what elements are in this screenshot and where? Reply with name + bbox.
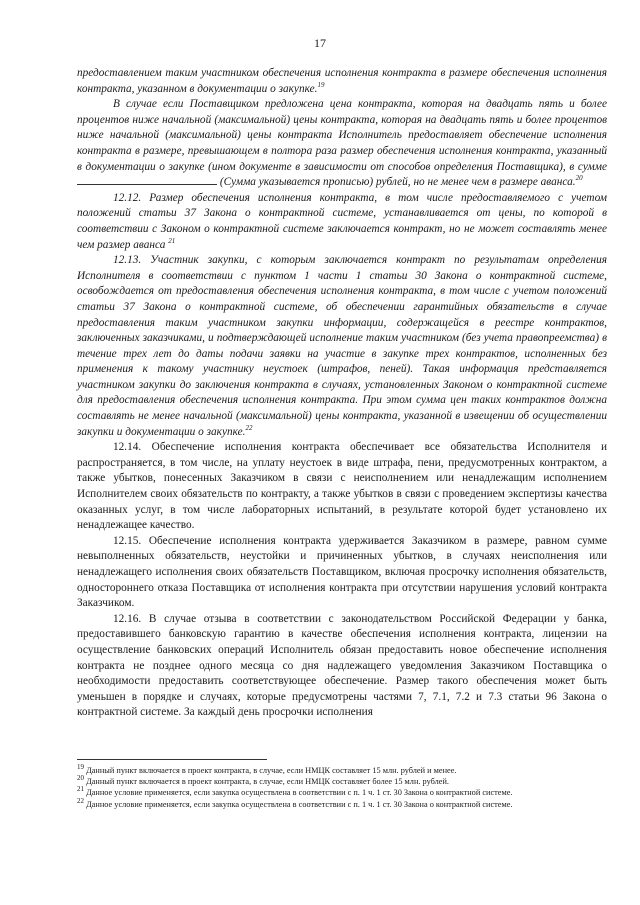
footnote-text: Данное условие применяется, если закупка осуществлена в соответствии с п. 1 ч. 1 ст. 30 Закона о контрактной системе. (86, 788, 513, 798)
footnote-divider (77, 759, 267, 760)
amount-blank-line (77, 184, 217, 185)
footnote-ref: 19 (317, 80, 325, 89)
footnote-ref: 21 (168, 236, 176, 245)
paragraph-text: 12.13. Участник закупки, с которым заключается контракт по результатам определения Исполнителя в соответствии с пунктом 1 части 1 статьи 30 Закона о контрактной системе, освобождается от предоставления обеспечения исполнения контракта, в том числе с учетом положений статьи 37 Закона о контрактной системе, об обеспечении гарантийных обязательств в случае предоставления таким участником закупки информации, содержащейся в реестре контрактов, заключенных заказчиками, и подтверждающей исполнение таким участником (без учета правопреемства) в течение трех лет до даты подачи заявки на участие в закупке трех контрактов, исполненных без применения к такому участнику неустоек (штрафов, пеней). Такая информация представляется участником закупки до заключения контракта в случаях, установленных Законом о контрактной системе для предоставления обеспечения исполнения контракта. При этом сумма цен таких контрактов должна составлять не менее начальной (максимальной) цены контракта, указанной в извещении об осуществлении закупки и документации о закупке. (77, 254, 607, 438)
footnote-item (77, 787, 607, 798)
footnote-item (77, 796, 607, 810)
paragraph-price-reduction (77, 97, 607, 191)
document-body (77, 66, 607, 721)
paragraph-text: предоставлением таким участником обеспечения исполнения контракта в размере обеспечения исполнения контракта, указанном в документации о закупке. (77, 67, 607, 95)
footnote-item (77, 765, 607, 776)
footnote-number: 19 (77, 763, 84, 772)
footnote-ref: 20 (575, 174, 583, 183)
clause-12-14: 12.14. Обеспечение исполнения контракта обеспечивает все обязательства Исполнителя и распространяется, в том числе, на уплату неустоек в виде штрафа, пени, предусмотренных контрактом, а также убытков, понесенных Заказчиком в связи с неисполнением или ненадлежащим исполнением Исполнителем своих обязательств по контракту, а также убытков в связи с проведением экспертизы качества оказанных услуг, в том числе лабораторных испытаний, в результате которой будет установлено их ненадлежащее качество. (77, 441, 607, 532)
clause-12-15: 12.15. Обеспечение исполнения контракта удерживается Заказчиком в размере, равном сумме невыполненных обязательств, неустойки и причиненных убытков, в случаях неисполнения или ненадлежащего исполнения своих обязательств Поставщиком, включая просрочку исполнения обязательств, одностороннего отказа Поставщика от исполнения контракта при отсутствии нарушения условий контракта Заказчиком. (77, 534, 607, 610)
footnote-text: Данный пункт включается в проект контракта, в случае, если НМЦК составляет 15 млн. рублей и менее. (86, 766, 457, 775)
footnote-number: 21 (77, 785, 84, 794)
clause-12-13 (77, 253, 607, 440)
clause-12-12 (77, 191, 607, 253)
footnote-number: 20 (77, 774, 84, 783)
footnote-ref: 22 (245, 423, 253, 432)
paragraph-text: В случае если Поставщиком предложена цена контракта, которая на двадцать пять и более процентов ниже начальной (максимальной) цены контракта, которая на двадцать пять и более процентов ниже начальной (максимальной) цены контракта Исполнитель предоставляет обеспечение исполнения контракта в размере, превышающем в полтора раза размер обеспечения исполнения контракта, указанный в документации о закупке (ином документе в зависимости от способов определения Поставщика), в сумме (77, 98, 607, 173)
paragraph-continuation (77, 66, 607, 97)
footnote-item (77, 776, 607, 787)
footnote-text: Данное условие применяется, если закупка осуществлена в соответствии с п. 1 ч. 1 ст. 30 Закона о контрактной системе. (86, 799, 513, 809)
paragraph-text: (Сумма указывается прописью) рублей, но не менее чем в размере аванса. (219, 176, 576, 189)
clause-12-16: 12.16. В случае отзыва в соответствии с законодательством Российской Федерации у банка, предоставившего банковскую гарантию в качестве обеспечения исполнения контракта, лицензии на осуществление банковских операций Исполнитель обязан предоставить новое обеспечение исполнения контракта не позднее одного месяца со дня надлежащего уведомления Заказчиком Поставщика о необходимости предоставить соответствующее обеспечение. Размер такого обеспечения может быть уменьшен в порядке и случаях, которые предусмотрены частями 7, 7.1, 7.2 и 7.3 статьи 96 Закона о контрактной системе. За каждый день просрочки исполнения (77, 612, 607, 719)
paragraph-text: 12.12. Размер обеспечения исполнения контракта, в том числе предоставляемого с учетом положений статьи 37 Закона о контрактной системе, устанавливается от цены, по которой в соответствии с Законом о контрактной системе заключается контракт, но не может составлять менее чем размер аванса (77, 191, 607, 251)
footnotes (77, 765, 607, 810)
page-number: 17 (314, 36, 326, 50)
footnote-text: Данный пункт включается в проект контракта, в случае, если НМЦК составляет более 15 млн. рублей. (86, 777, 449, 787)
footnote-number: 22 (77, 796, 84, 805)
